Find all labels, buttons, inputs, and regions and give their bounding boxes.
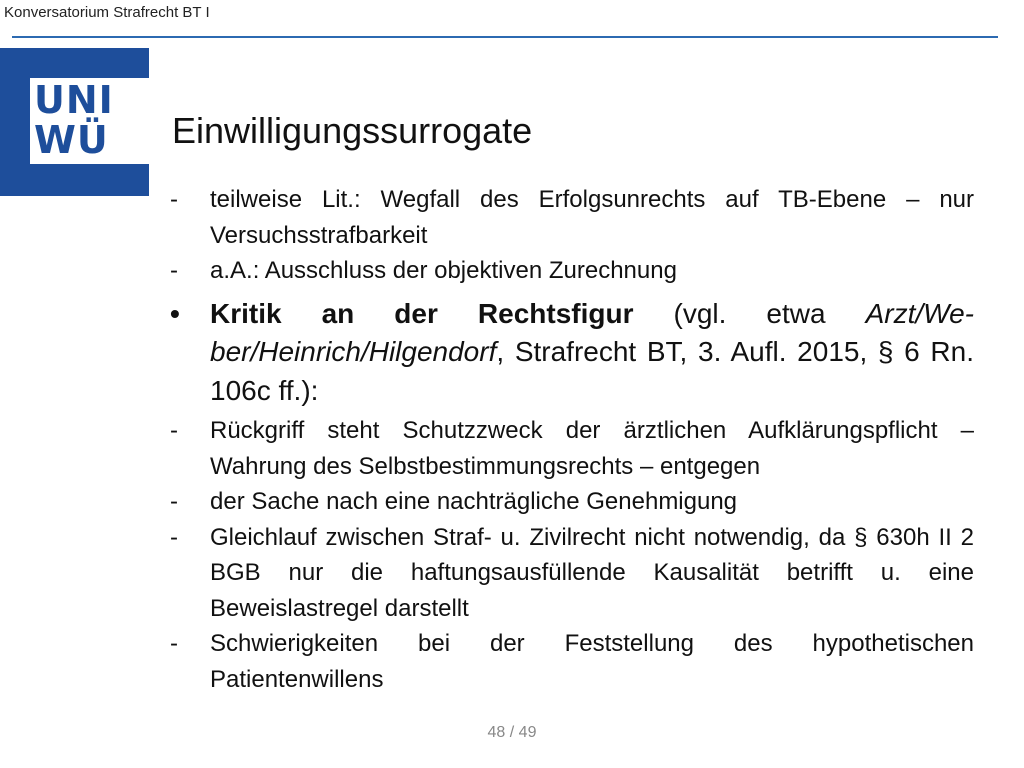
course-title: Konversatorium Strafrecht BT I <box>4 4 210 21</box>
bullet-text-2: , Strafrecht BT, 3. Aufl. 2015, § 6 Rn. 106c ff.): <box>210 336 974 406</box>
dash-marker: - <box>170 630 178 657</box>
list-item <box>168 253 974 289</box>
bullet-bold-text: Kritik an der Rechtsfigur <box>210 297 634 329</box>
item-text: Gleichlauf zwischen Straf- u. Zivilrecht nicht notwendig, da § 630h II 2 BGB nur die haftungsausfüllende Kausalität betrifft u. eine Beweislastregel darstellt <box>210 523 974 622</box>
slide-title: Einwilligungssurrogate <box>172 110 533 151</box>
list-item <box>168 520 974 627</box>
dash-marker: - <box>170 488 178 515</box>
slide-content <box>168 182 974 697</box>
item-text: teilweise Lit.: Wegfall des Erfolgsunrechts auf TB-Ebene – nur Versuchsstrafbarkeit <box>210 186 974 249</box>
list-item <box>168 182 974 253</box>
dash-marker: - <box>170 417 178 444</box>
dash-marker: - <box>170 257 178 284</box>
logo-line-2: WÜ <box>34 118 109 162</box>
logo-line-1: UNI <box>34 78 114 122</box>
item-text: der Sache nach eine nachträgliche Genehmigung <box>210 488 738 515</box>
list-item <box>168 484 974 520</box>
list-item <box>168 626 974 697</box>
main-bullet <box>168 295 974 411</box>
logo-lettering <box>34 80 150 160</box>
bullet-marker: • <box>170 297 180 329</box>
university-logo <box>0 48 149 196</box>
item-text: a.A.: Ausschluss der objektiven Zurechnung <box>210 257 677 284</box>
item-text: Rückgriff steht Schutzzweck der ärztlichen Aufklärungspflicht – Wahrung des Selbstbestimmungsrechts – entgegen <box>210 417 974 480</box>
item-text: Schwierigkeiten bei der Feststellung des hypothetischen Patientenwillens <box>210 630 974 693</box>
page-number: 48 / 49 <box>487 724 537 741</box>
dash-marker: - <box>170 186 178 213</box>
bullet-text-1: (vgl. etwa <box>633 297 866 329</box>
list-item <box>168 413 974 484</box>
dash-marker: - <box>170 523 178 551</box>
bullet-italic-authors: Arzt/Weber/Heinrich/Hilgendorf <box>210 297 974 367</box>
header-divider <box>12 36 998 38</box>
